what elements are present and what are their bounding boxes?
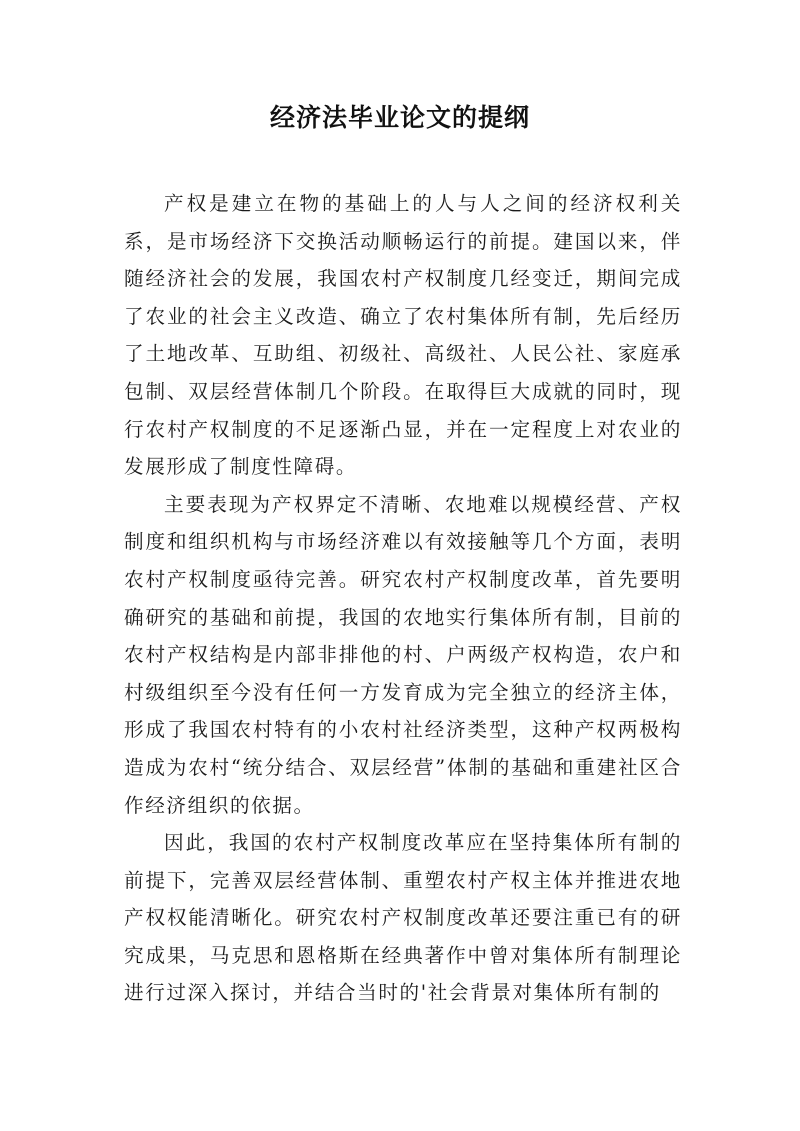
paragraph: 因此，我国的农村产权制度改革应在坚持集体所有制的前提下，完善双层经营体制、重塑农村产权主体并推进农地产权权能清晰化。研究农村产权制度改革还要注重已有的研究成果，马克思和恩格斯在经典著作中曾对集体所有制理论进行过深入探讨，并结合当时的'社会背景对集体所有制的: [124, 831, 682, 1005]
document-title: 经济法毕业论文的提纲: [269, 103, 530, 132]
paragraph: 主要表现为产权界定不清晰、农地难以规模经营、产权制度和组织机构与市场经济难以有效接触等几个方面，表明农村产权制度亟待完善。研究农村产权制度改革，首先要明确研究的基础和前提，我国的农地实行集体所有制，目前的农村产权结构是内部非排他的村、户两级产权构造，农户和村级组织至今没有任何一方发育成为完全独立的经济主体，形成了我国农村特有的小农村社经济类型，这种产权两极构造成为农村“统分结合、双层经营”体制的基础和重建社区合作经济组织的依据。: [124, 492, 682, 817]
document-body: [124, 185, 682, 1012]
paragraph: 产权是建立在物的基础上的人与人之间的经济权利关系，是市场经济下交换活动顺畅运行的前提。建国以来，伴随经济社会的发展，我国农村产权制度几经变迁，期间完成了农业的社会主义改造、确立了农村集体所有制，先后经历了土地改革、互助组、初级社、高级社、人民公社、家庭承包制、双层经营体制几个阶段。在取得巨大成就的同时，现行农村产权制度的不足逐渐凸显，并在一定程度上对农业的发展形成了制度性障碍。: [124, 192, 682, 479]
